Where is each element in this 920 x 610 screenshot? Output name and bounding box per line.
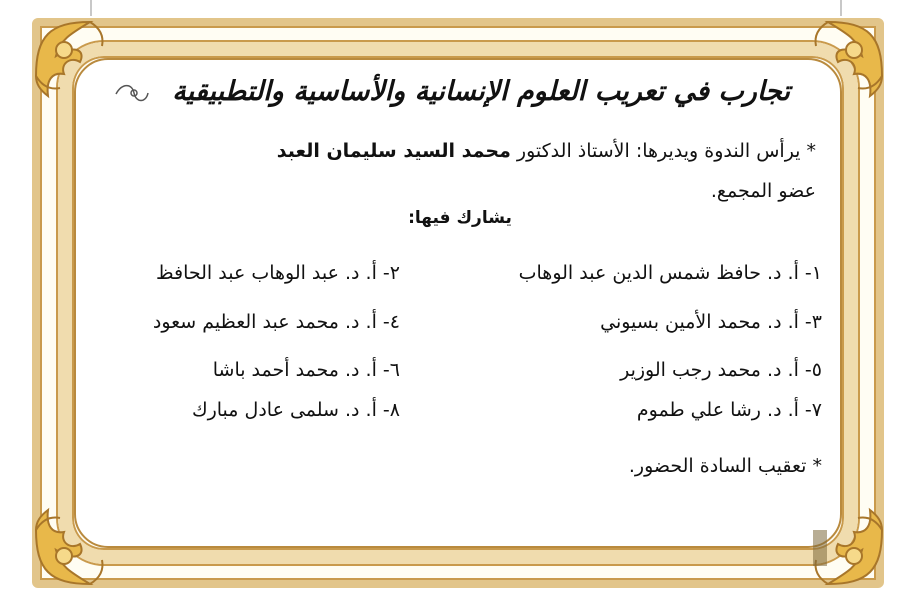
participant-item: ٦- أ. د. محمد أحمد باشا <box>212 359 400 381</box>
participant-item: ١- أ. د. حافظ شمس الدين عبد الوهاب <box>518 262 822 284</box>
participant-item: ٣- أ. د. محمد الأمين بسيوني <box>600 311 822 333</box>
chair-name: محمد السيد سليمان العبد <box>276 140 511 162</box>
chair-role: عضو المجمع. <box>710 180 816 202</box>
chair-line <box>116 140 816 162</box>
page-title: تجارب في تعريب العلوم الإنسانية والأساسية والتطبيقية <box>172 76 790 107</box>
chair-prefix: * يرأس الندوة ويديرها: الأستاذ الدكتور <box>516 140 816 162</box>
participant-item: ٢- أ. د. عبد الوهاب عبد الحافظ <box>155 262 400 284</box>
flourish-icon <box>114 79 150 109</box>
participant-item: ٥- أ. د. محمد رجب الوزير <box>620 359 822 381</box>
participants-heading: يشارك فيها: <box>408 208 512 228</box>
participant-item: ٨- أ. د. سلمى عادل مبارك <box>191 399 400 421</box>
participant-item: ٧- أ. د. رشا علي طموم <box>636 399 822 421</box>
participant-item: ٤- أ. د. محمد عبد العظيم سعود <box>152 311 400 333</box>
closing-note: * تعقيب السادة الحضور. <box>628 455 822 477</box>
scroll-handle[interactable] <box>813 530 827 566</box>
